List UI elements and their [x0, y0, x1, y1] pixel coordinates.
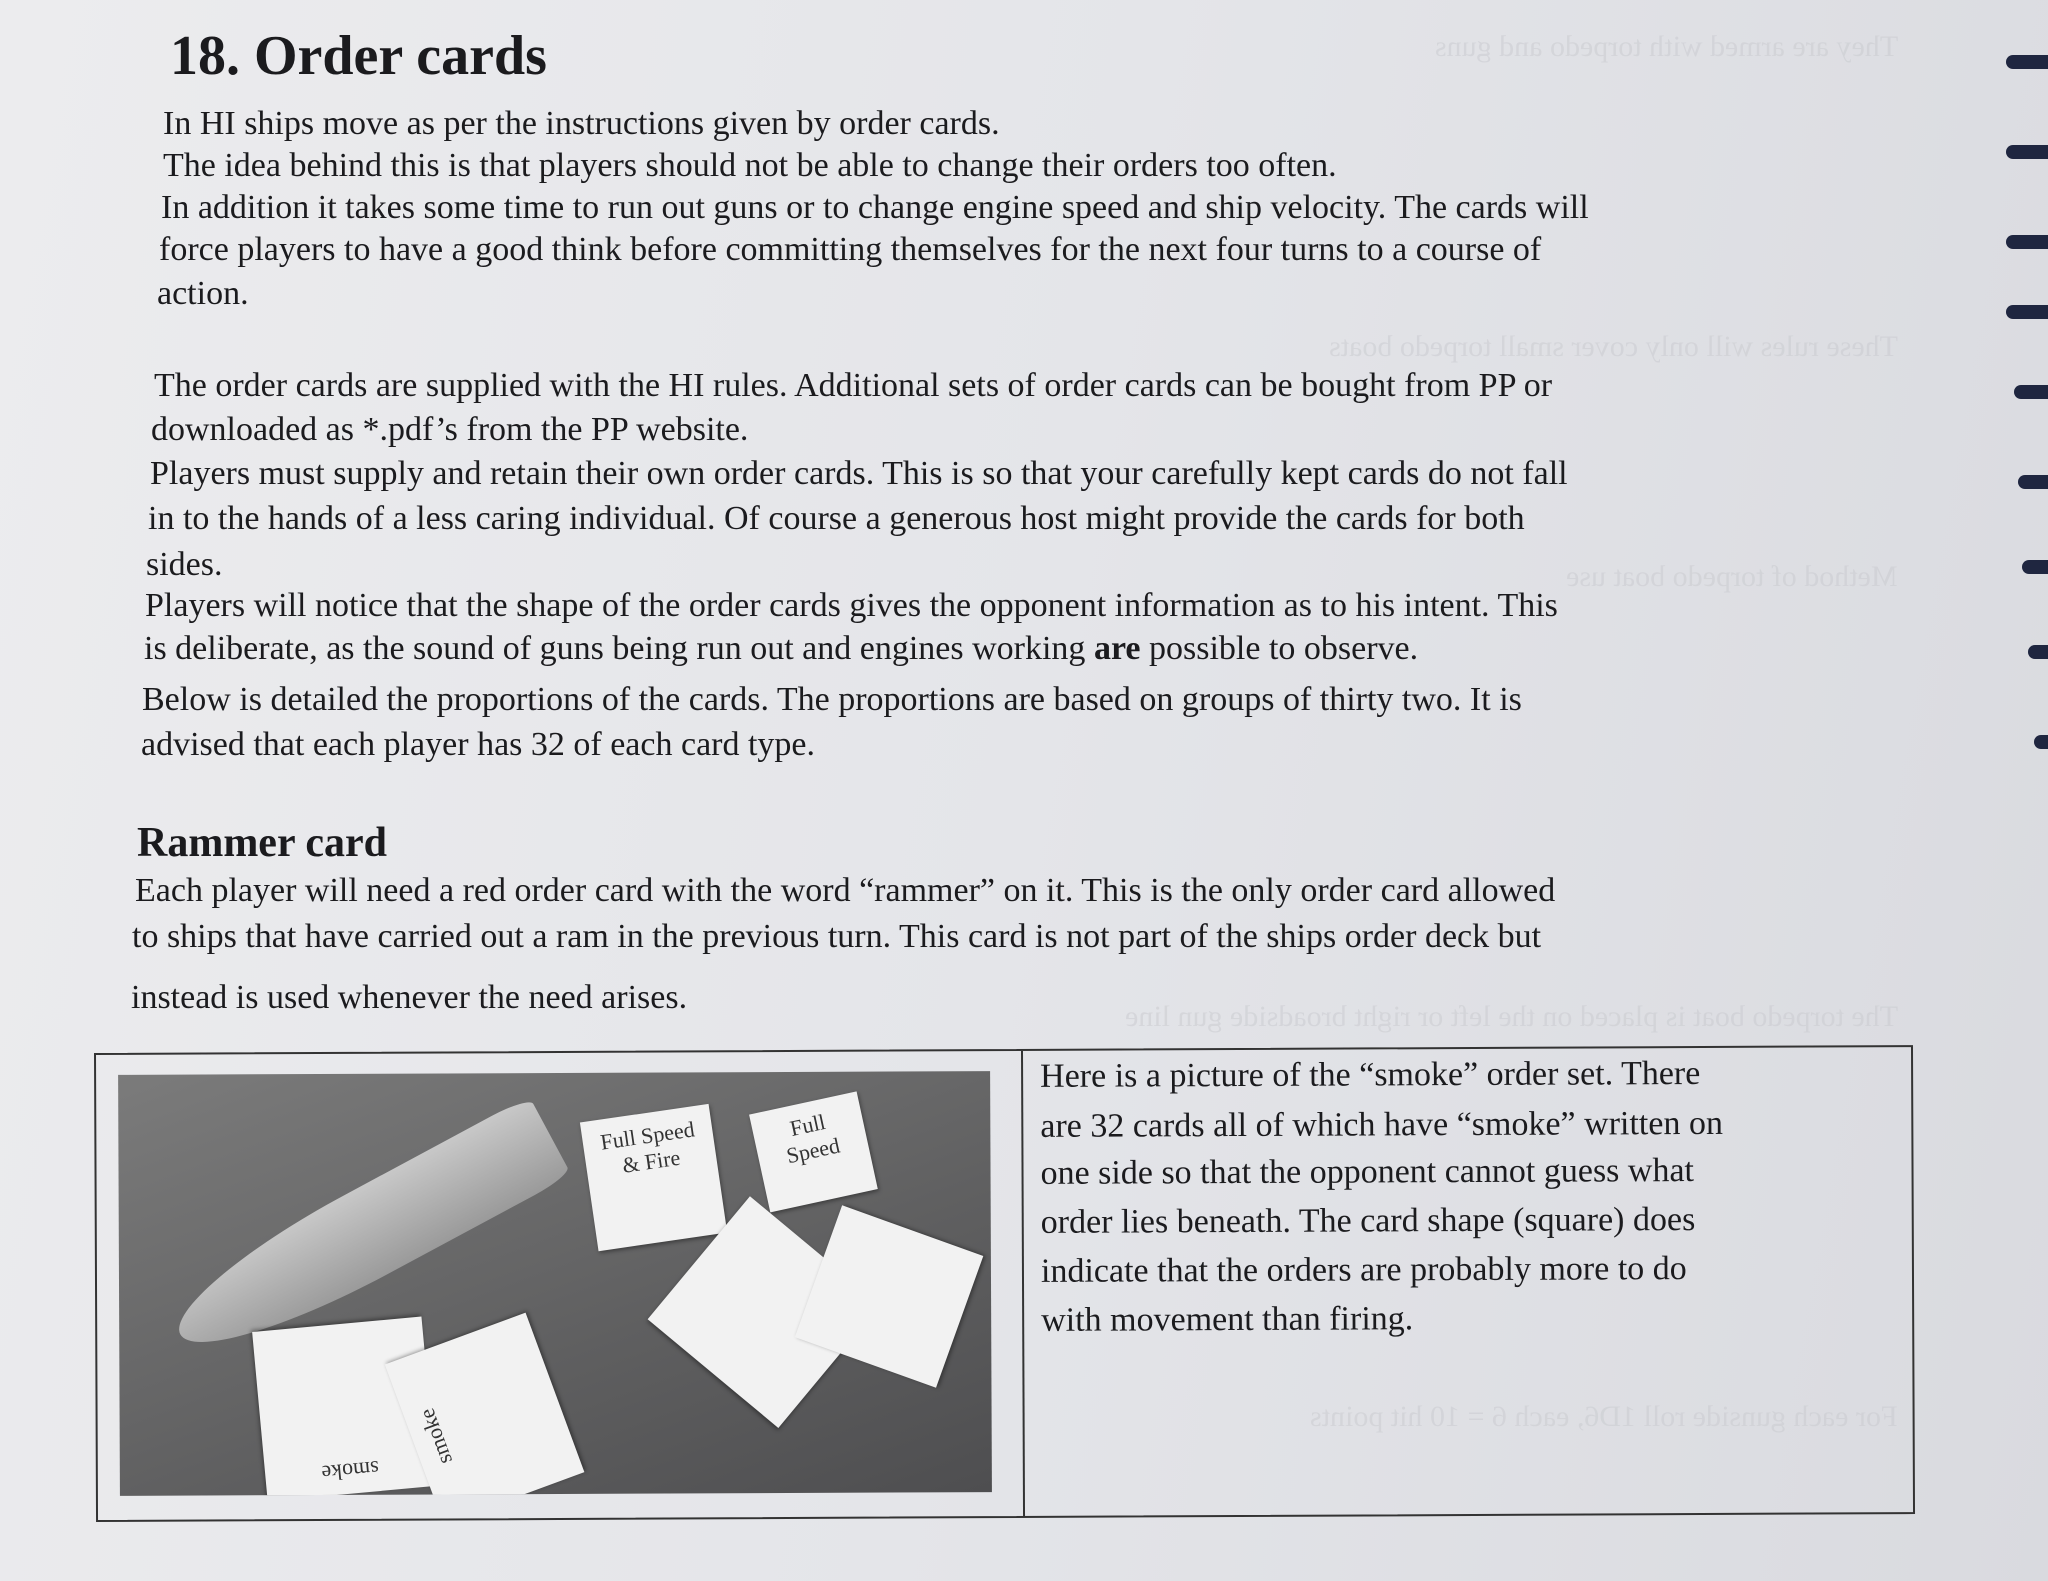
text-segment: possible to observe.: [1140, 630, 1419, 667]
caption-line: are 32 cards all of which have “smoke” written on: [1040, 1104, 1723, 1145]
bold-word: are: [1093, 630, 1141, 667]
text-line: The idea behind this is that players should not be able to change their orders too often.: [163, 147, 1337, 184]
caption-line: Here is a picture of the “smoke” order set. There: [1040, 1054, 1701, 1095]
text-line: Below is detailed the proportions of the cards. The proportions are based on groups of thirty two. It is: [142, 681, 1522, 718]
text-line: instead is used whenever the need arises.: [131, 979, 688, 1016]
order-card: smoke: [252, 1316, 437, 1495]
caption-line: order lies beneath. The card shape (square) does: [1040, 1201, 1696, 1241]
text-line: sides.: [146, 546, 223, 583]
order-card: Full Speed & Fire: [580, 1104, 727, 1251]
text-line: In HI ships move as per the instructions given by order cards.: [163, 105, 1000, 142]
text-line: [144, 629, 1418, 669]
section-heading-rammer: Rammer card: [137, 820, 387, 866]
text-line: action.: [157, 275, 249, 312]
text-line: advised that each player has 32 of each card type.: [141, 726, 816, 763]
text-line: The order cards are supplied with the HI rules. Additional sets of order cards can be bought from PP or: [154, 367, 1553, 404]
figure-table: [94, 1045, 1915, 1522]
caption-line: indicate that the orders are probably more to do: [1040, 1250, 1687, 1290]
text-line: Players must supply and retain their own order cards. This is so that your carefully kept cards do not fall: [150, 455, 1568, 492]
text-line: force players to have a good think before committing themselves for the next four turns to a course of: [159, 231, 1542, 268]
page-title: 18. Order cards: [170, 25, 547, 87]
order-cards-photo: [118, 1071, 992, 1496]
text-line: in to the hands of a less caring individual. Of course a generous host might provide the cards for both: [148, 500, 1525, 537]
text-segment: is deliberate, as the sound of guns being run out and engines working: [144, 630, 1094, 667]
order-card: Full Speed: [749, 1091, 878, 1212]
text-line: Each player will need a red order card with the word “rammer” on it. This is the only order card allowed: [135, 872, 1556, 909]
table-divider: [1021, 1051, 1025, 1516]
order-card: smoke: [385, 1313, 585, 1496]
text-line: downloaded as *.pdf’s from the PP website.: [151, 411, 749, 448]
text-line: Players will notice that the shape of the order cards gives the opponent information as to his intent. This: [145, 587, 1558, 624]
text-line: In addition it takes some time to run out guns or to change engine speed and ship velocity. The cards will: [161, 189, 1589, 226]
caption-line: with movement than firing.: [1041, 1300, 1414, 1339]
text-line: to ships that have carried out a ram in the previous turn. This card is not part of the ships order deck but: [132, 918, 1542, 955]
caption-line: one side so that the opponent cannot guess what: [1040, 1152, 1695, 1192]
